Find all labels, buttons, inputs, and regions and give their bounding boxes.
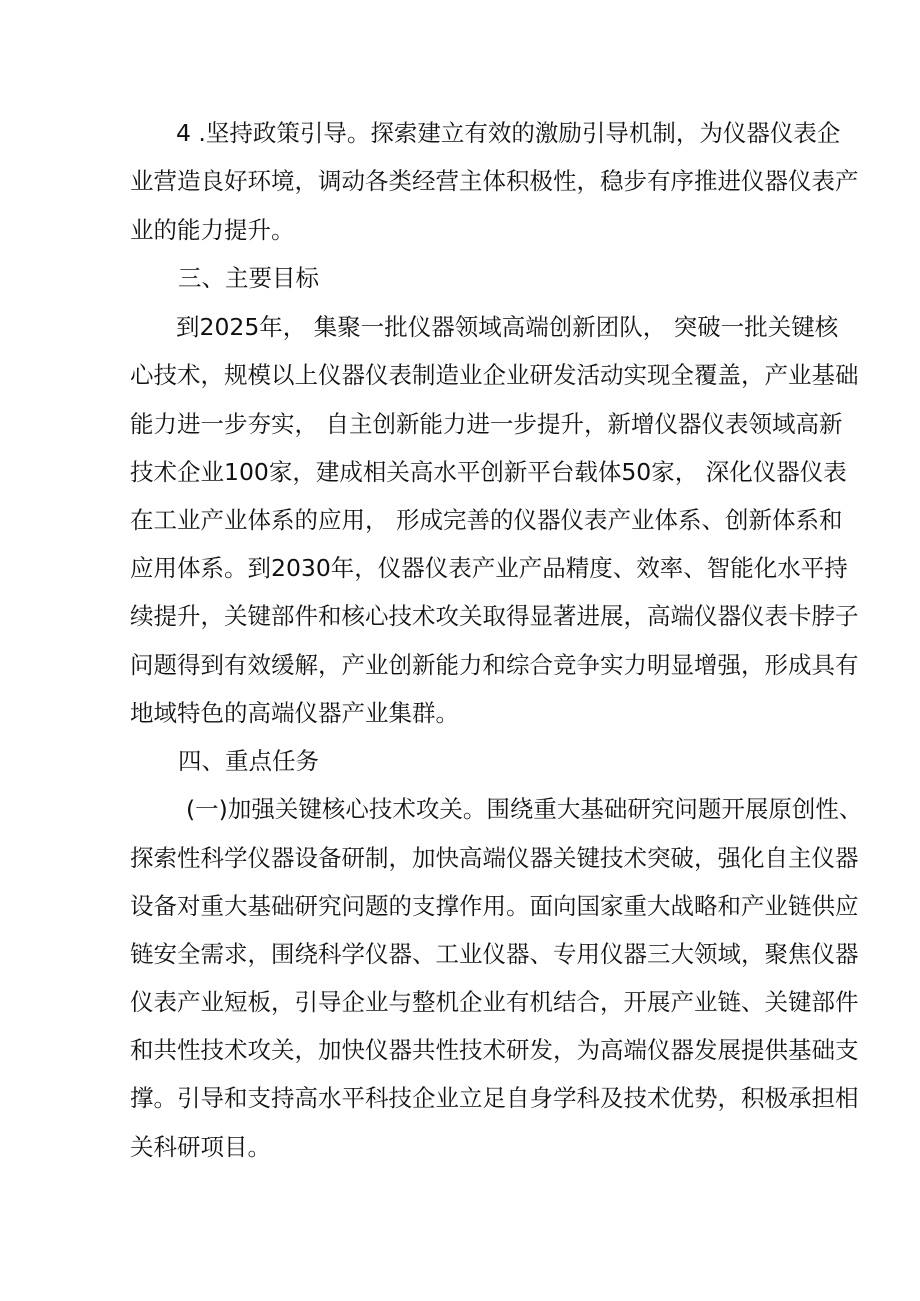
paragraph-line: 探索性科学仪器设备研制，加快高端仪器关键技术突破，强化自主仪器 (130, 844, 859, 872)
paragraph-line: 能力进一步夯实， 自主创新能力进一步提升，新增仪器仪表领域高新 (130, 410, 843, 438)
paragraph-line: 到2025年， 集聚一批仪器领域高端创新团队， 突破一批关键核 (176, 313, 839, 341)
paragraph-line: 关科研项目。 (130, 1133, 271, 1161)
paragraph-line: 应用体系。到2030年，仪器仪表产业产品精度、效率、智能化水平持 (130, 554, 848, 582)
paragraph-line: 业营造良好环境，调动各类经营主体积极性，稳步有序推进仪器仪表产 (130, 167, 859, 195)
paragraph-line: 地域特色的高端仪器产业集群。 (130, 699, 459, 727)
paragraph-line: 仪表产业短板，引导企业与整机企业有机结合，开展产业链、关键部件 (130, 988, 859, 1016)
paragraph-line: 4 .坚持政策引导。探索建立有效的激励引导机制，为仪器仪表企 (176, 119, 841, 147)
paragraph-line: 技术企业100家，建成相关高水平创新平台载体50家， 深化仪器仪表 (130, 458, 847, 486)
paragraph-line: 在工业产业体系的应用， 形成完善的仪器仪表产业体系、创新体系和 (130, 506, 843, 534)
paragraph-line: 设备对重大基础研究问题的支撑作用。面向国家重大战略和产业链供应 (130, 892, 859, 920)
section-heading: 四、重点任务 (178, 747, 319, 775)
paragraph-line: 撑。引导和支持高水平科技企业立足自身学科及技术优势，积极承担相 (130, 1084, 859, 1112)
section-heading: 三、主要目标 (178, 264, 319, 292)
paragraph-line: 心技术，规模以上仪器仪表制造业企业研发活动实现全覆盖，产业基础 (130, 361, 859, 389)
paragraph-line: 链安全需求，围绕科学仪器、工业仪器、专用仪器三大领域，聚焦仪器 (130, 940, 859, 968)
paragraph-line: 业的能力提升。 (130, 216, 295, 244)
paragraph-line: 续提升，关键部件和核心技术攻关取得显著进展，高端仪器仪表卡脖子 (130, 602, 859, 630)
paragraph-line: 和共性技术攻关，加快仪器共性技术研发，为高端仪器发展提供基础支 (130, 1036, 859, 1064)
paragraph-line: (一)加强关键核心技术攻关。围绕重大基础研究问题开展原创性、 (186, 795, 863, 823)
paragraph-line: 问题得到有效缓解，产业创新能力和综合竞争实力明显增强，形成具有 (130, 651, 859, 679)
